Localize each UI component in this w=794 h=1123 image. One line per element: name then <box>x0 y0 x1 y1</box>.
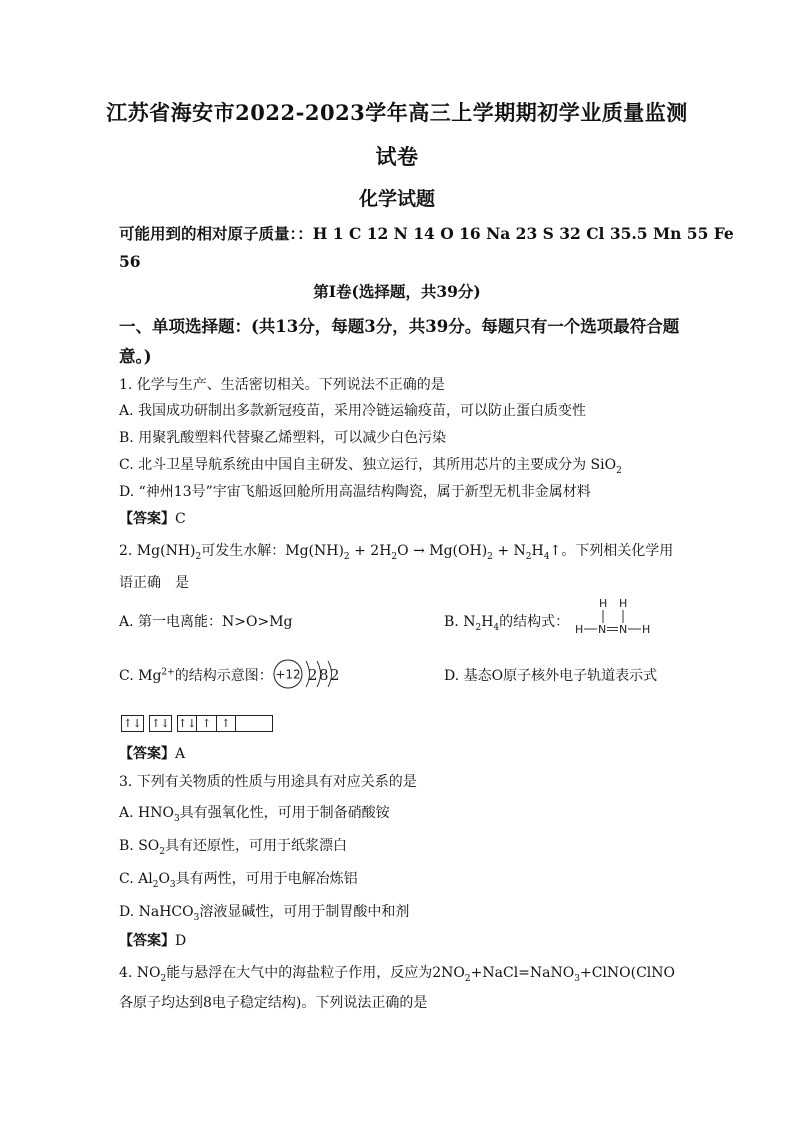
orbital-empty <box>236 715 273 732</box>
q1-answer-value: C <box>175 511 186 527</box>
q1-option-d: D. “神州13号”宇宙飞船返回舱所用高温结构陶瓷，属于新型无机非金属材料 <box>119 484 591 500</box>
q2-stem-c: + 2H <box>349 543 392 559</box>
mg2plus-ion-diagram <box>272 657 352 691</box>
instructions-line2: 意。) <box>119 347 152 366</box>
n2h4-structural-formula <box>572 597 662 639</box>
q1-stem: 1. 化学与生产、生活密切相关。下列说法不正确的是 <box>119 377 445 393</box>
atomic-masses-line2: 56 <box>119 252 141 271</box>
q3-option-c-sub2: 3 <box>169 879 176 890</box>
structure-h-top-right: H <box>619 597 628 610</box>
q2-option-b-mid: H <box>481 614 494 630</box>
q2-option-d: D. 基态O原子核外电子轨道表示式 <box>444 668 658 684</box>
orbital-2p-y: ↑ <box>197 716 216 731</box>
q4-stem-b-sub: 2 <box>464 973 471 984</box>
exam-title-line2: 试卷 <box>375 144 419 169</box>
structure-h-right: H <box>642 623 651 636</box>
q2-option-b-prefix: B. N <box>444 614 476 630</box>
q3-option-a-prefix: A. HNO <box>119 805 174 821</box>
q4-stem-a: 4. NO <box>119 965 161 981</box>
q2-stem-d-sub: 2 <box>487 551 493 562</box>
structure-h-top-left: H <box>599 597 608 610</box>
q1-option-c-sub: 2 <box>616 465 622 476</box>
structure-h-left: H <box>575 623 584 636</box>
instructions-line1: 一、单项选择题：(共13分，每题3分，共39分。每题只有一个选项最符合题 <box>119 317 680 336</box>
q3-option-a-suffix: 具有强氧化性，可用于制备硝酸铵 <box>179 805 390 821</box>
q4-stem-b: 能与悬浮在大气中的海盐粒子作用，反应为2NO <box>166 965 465 981</box>
q2-stem-c-sub: 2 <box>391 551 398 562</box>
q1-option-c <box>119 454 622 476</box>
q2-stem-line1 <box>119 540 673 562</box>
q3-option-a <box>119 802 390 824</box>
q2-stem-f: ↑。下列相关化学用 <box>549 543 674 559</box>
q2-option-b <box>444 611 569 633</box>
structure-n-left: N <box>598 623 607 636</box>
shell-electrons-2: 8 <box>319 666 329 684</box>
orbital-2p-z: ↑ <box>221 717 231 730</box>
nucleus-charge: +12 <box>275 667 301 682</box>
q3-option-c <box>119 868 358 890</box>
q3-answer-value: D <box>175 933 187 949</box>
q1-answer <box>119 508 186 528</box>
shell-electrons-1: 2 <box>308 666 318 684</box>
q2-stem-b: 可发生水解：Mg(NH) <box>201 543 344 559</box>
q4-stem-c-sub: 3 <box>574 973 580 984</box>
q3-option-c-suffix: 具有两性，可用于电解冶炼铝 <box>175 871 358 887</box>
q2-stem-d: O → Mg(OH) <box>397 543 488 559</box>
subject-title: 化学试题 <box>358 188 435 210</box>
q3-option-b-prefix: B. SO <box>119 838 160 854</box>
q2-option-b-sub2: 4 <box>493 622 500 633</box>
q2-stem-e-sub2: 4 <box>543 551 550 562</box>
orbital-1s: ↑↓ <box>121 715 144 732</box>
q4-stem-c: +NaCl=NaNO <box>470 965 575 981</box>
q2-stem-e: + N <box>492 543 526 559</box>
q3-option-c-sub1: 2 <box>152 879 159 890</box>
q2-option-c-sup: 2+ <box>161 667 175 678</box>
q1-option-a: A. 我国成功研制出多款新冠疫苗，采用冷链运输疫苗，可以防止蛋白质变性 <box>119 403 587 419</box>
q2-answer-value: A <box>175 746 186 762</box>
oxygen-orbital-diagram <box>121 715 273 732</box>
q4-stem-a-sub: 2 <box>160 973 167 984</box>
q2-answer <box>119 743 185 763</box>
q3-answer-label: 【答案】 <box>119 933 175 949</box>
q4-stem-line2: 各原子均达到8电子稳定结构)。下列说法正确的是 <box>119 995 428 1011</box>
q2-stem-a: 2. Mg(NH) <box>119 543 196 559</box>
q2-option-c-suffix: 的结构示意图： <box>174 668 273 684</box>
q3-option-d-suffix: 溶液显碱性，可用于制胃酸中和剂 <box>199 904 410 920</box>
atomic-masses-line1: 可能用到的相对原子质量：：H 1 C 12 N 14 O 16 Na 23 S 32 Cl 35.5 Mn 55 Fe <box>119 224 734 243</box>
q3-option-d <box>119 901 409 923</box>
q1-answer-label: 【答案】 <box>119 511 175 527</box>
q4-stem-line1 <box>119 962 675 984</box>
q3-option-b-suffix: 具有还原性，可用于纸浆漂白 <box>165 838 347 854</box>
shell-electrons-3: 2 <box>330 666 340 684</box>
q4-stem-d: +ClNO(ClNO <box>579 965 675 981</box>
q2-option-c <box>119 665 273 685</box>
structure-n-right: N <box>619 623 628 636</box>
q3-option-c-prefix: C. Al <box>119 871 153 887</box>
q2-answer-label: 【答案】 <box>119 746 175 762</box>
q3-option-c-mid: O <box>158 871 170 887</box>
q3-option-d-prefix: D. NaHCO <box>119 904 194 920</box>
q2-option-b-sub1: 2 <box>475 622 482 633</box>
q3-stem: 3. 下列有关物质的性质与用途具有对应关系的是 <box>119 774 417 790</box>
q3-option-b <box>119 835 347 857</box>
q3-option-d-sub: 3 <box>193 912 200 923</box>
orbital-2s: ↑↓ <box>149 715 172 732</box>
exam-title-line1: 江苏省海安市2022-2023学年高三上学期期初学业质量监测 <box>106 100 688 125</box>
q1-option-c-text: C. 北斗卫星导航系统由中国自主研发、独立运行，其所用芯片的主要成分为 SiO <box>119 457 617 473</box>
q3-answer <box>119 930 186 950</box>
orbital-2p-x: ↑↓ <box>178 717 197 730</box>
q1-option-b: B. 用聚乳酸塑料代替聚乙烯塑料，可以减少白色污染 <box>119 430 447 446</box>
part-title: 第I卷(选择题，共39分) <box>313 282 481 301</box>
q2-stem-a-sub: 2 <box>195 551 202 562</box>
q2-option-a: A. 第一电离能：N>O>Mg <box>119 614 293 630</box>
q2-stem-b-sub: 2 <box>343 551 350 562</box>
q2-stem-e-mid: H <box>531 543 544 559</box>
q2-stem-line2: 语正确 是 <box>119 575 189 591</box>
q3-option-b-sub: 2 <box>159 846 165 857</box>
q2-option-c-prefix: C. Mg <box>119 668 162 684</box>
orbital-2p <box>177 715 236 732</box>
q2-option-b-suffix: 的结构式： <box>499 614 570 630</box>
q2-stem-e-sub1: 2 <box>525 551 532 562</box>
q3-option-a-sub: 3 <box>173 813 180 824</box>
